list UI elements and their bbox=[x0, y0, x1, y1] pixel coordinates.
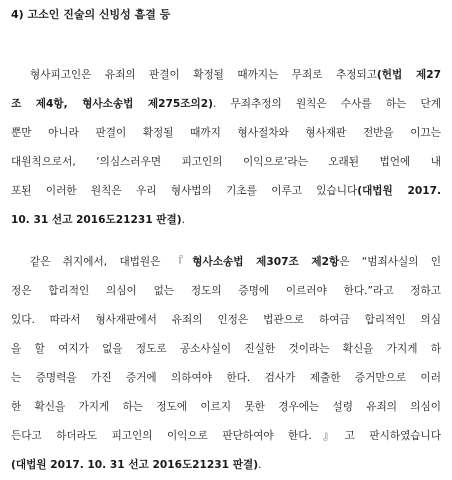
text-run: 은 “범죄사실의 인 bbox=[339, 256, 441, 268]
text-line bbox=[11, 148, 441, 177]
text-run: 든다고 하더라도 피고인의 이익으로 판단하여야 한다.』고 판시하였습니다 bbox=[11, 430, 441, 442]
text-line bbox=[11, 364, 441, 393]
bold-citation: 조 제4항, 형사소송법 제275조의2) bbox=[11, 98, 213, 110]
text-run: 같은 취지에서, 대법원은 『 bbox=[30, 256, 193, 268]
text-run: 포된 이러한 원칙은 우리 형사법의 기초를 이루고 있습니다 bbox=[11, 185, 358, 197]
text-run: 한 확신을 가지게 하는 정도에 이르지 못한 경우에는 설령 유죄의 의심이 bbox=[11, 401, 441, 413]
text-run: 정은 합리적인 의심이 없는 정도의 증명에 이르러야 한다.”라고 정하고 bbox=[11, 285, 441, 297]
text-run: . bbox=[258, 459, 262, 471]
text-line bbox=[11, 119, 441, 148]
text-line bbox=[11, 206, 441, 235]
bold-citation: 10. 31 선고 2016도21231 판결) bbox=[11, 214, 182, 226]
text-run: 있다. 따라서 형사재판에서 유죄의 인정은 법관으로 하여금 합리적인 의심 bbox=[11, 314, 441, 326]
text-run: 형사피고인은 유죄의 판결이 확정될 때까지는 무죄로 추정되고 bbox=[30, 69, 377, 81]
text-run: . 무죄추정의 원칙은 수사를 하는 단계 bbox=[212, 98, 441, 110]
text-line bbox=[11, 422, 441, 451]
bold-citation: (대법원 2017. 10. 31 선고 2016도21231 판결) bbox=[11, 459, 259, 471]
text-run: 는 증명력을 가진 증거에 의하여야 한다. 검사가 제출한 증거만으로 이러 bbox=[11, 372, 441, 384]
bold-citation: (대법원 2017. bbox=[357, 185, 441, 197]
text-run: 을 할 여지가 없을 정도로 공소사실이 진실한 것이라는 확신을 가지게 하 bbox=[11, 343, 441, 355]
text-line bbox=[11, 177, 441, 206]
text-line bbox=[11, 393, 441, 422]
text-line bbox=[11, 248, 441, 277]
text-run: . bbox=[181, 214, 185, 226]
text-line bbox=[11, 451, 441, 480]
text-run: 뿐만 아니라 판결이 확정될 때까지 형사절차와 형사재판 전반을 이끄는 bbox=[11, 127, 441, 139]
text-line bbox=[11, 306, 441, 335]
text-run: 대원칙으로서, ‘의심스러우면 피고인의 이익으로’라는 오래된 법언에 내 bbox=[11, 156, 441, 168]
paragraph-supreme-court-ruling bbox=[11, 248, 441, 480]
text-line bbox=[11, 61, 441, 90]
paragraph-presumption-of-innocence bbox=[11, 61, 441, 235]
text-line bbox=[11, 277, 441, 306]
bold-citation: 형사소송법 제307조 제2항 bbox=[192, 256, 340, 268]
text-line bbox=[11, 90, 441, 119]
text-line bbox=[11, 335, 441, 364]
bold-citation: (헌법 제27 bbox=[376, 69, 441, 81]
section-heading: 4) 고소인 진술의 신빙성 흠결 등 bbox=[11, 8, 171, 21]
